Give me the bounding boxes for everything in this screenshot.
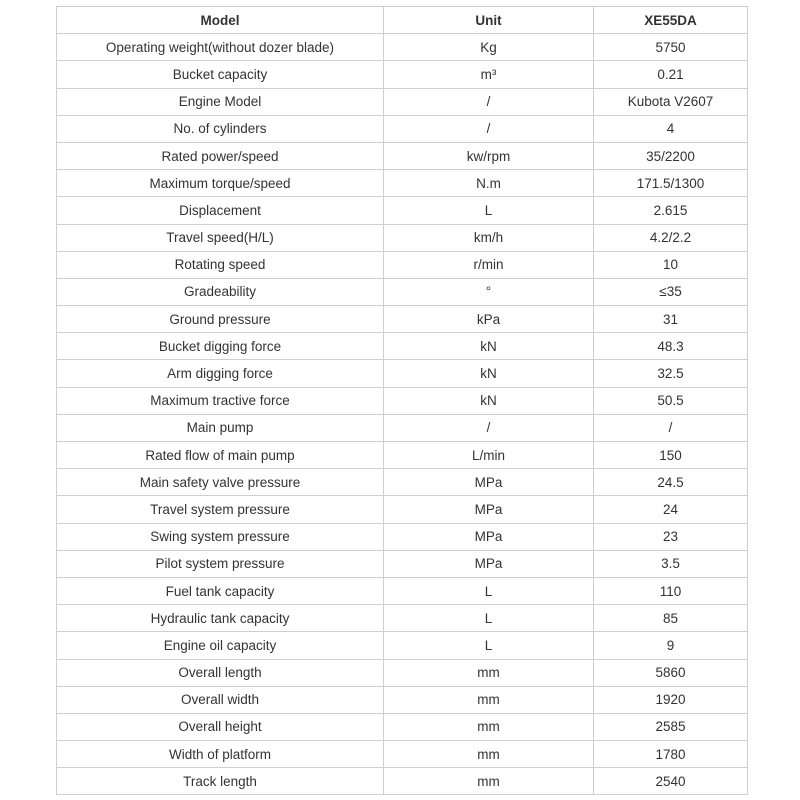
value-cell: 85: [594, 605, 748, 632]
parameter-cell: Ground pressure: [57, 306, 384, 333]
unit-cell: L: [384, 605, 594, 632]
unit-cell: kN: [384, 360, 594, 387]
value-cell: 2540: [594, 768, 748, 795]
header-row: [57, 7, 748, 34]
table-row: [57, 550, 748, 577]
parameter-cell: Hydraulic tank capacity: [57, 605, 384, 632]
header-unit: Unit: [384, 7, 594, 34]
value-cell: 9: [594, 632, 748, 659]
table-row: [57, 278, 748, 305]
value-cell: ≤35: [594, 278, 748, 305]
value-cell: 3.5: [594, 550, 748, 577]
parameter-cell: Main safety valve pressure: [57, 469, 384, 496]
table-row: [57, 605, 748, 632]
table-row: [57, 387, 748, 414]
unit-cell: L: [384, 632, 594, 659]
table-row: [57, 768, 748, 795]
value-cell: 110: [594, 577, 748, 604]
value-cell: 48.3: [594, 333, 748, 360]
unit-cell: kN: [384, 333, 594, 360]
parameter-cell: Travel system pressure: [57, 496, 384, 523]
table-row: [57, 632, 748, 659]
table-row: [57, 115, 748, 142]
parameter-cell: Bucket digging force: [57, 333, 384, 360]
table-row: [57, 414, 748, 441]
value-cell: 35/2200: [594, 142, 748, 169]
table-row: [57, 741, 748, 768]
unit-cell: mm: [384, 686, 594, 713]
specifications-table: [56, 6, 748, 795]
value-cell: 5860: [594, 659, 748, 686]
table-row: [57, 360, 748, 387]
parameter-cell: Displacement: [57, 197, 384, 224]
unit-cell: N.m: [384, 170, 594, 197]
table-row: [57, 659, 748, 686]
parameter-cell: Main pump: [57, 414, 384, 441]
table-row: [57, 442, 748, 469]
value-cell: 32.5: [594, 360, 748, 387]
table-row: [57, 142, 748, 169]
parameter-cell: Arm digging force: [57, 360, 384, 387]
value-cell: 23: [594, 523, 748, 550]
parameter-cell: Travel speed(H/L): [57, 224, 384, 251]
parameter-cell: Rated flow of main pump: [57, 442, 384, 469]
parameter-cell: Swing system pressure: [57, 523, 384, 550]
table-row: [57, 224, 748, 251]
table-row: [57, 61, 748, 88]
value-cell: 24: [594, 496, 748, 523]
parameter-cell: Overall width: [57, 686, 384, 713]
value-cell: 1920: [594, 686, 748, 713]
value-cell: 150: [594, 442, 748, 469]
value-cell: 5750: [594, 34, 748, 61]
unit-cell: MPa: [384, 550, 594, 577]
parameter-cell: Width of platform: [57, 741, 384, 768]
value-cell: 50.5: [594, 387, 748, 414]
unit-cell: kN: [384, 387, 594, 414]
parameter-cell: Bucket capacity: [57, 61, 384, 88]
parameter-cell: Maximum tractive force: [57, 387, 384, 414]
table-row: [57, 713, 748, 740]
unit-cell: L/min: [384, 442, 594, 469]
unit-cell: kPa: [384, 306, 594, 333]
table-row: [57, 523, 748, 550]
table-row: [57, 34, 748, 61]
parameter-cell: Pilot system pressure: [57, 550, 384, 577]
parameter-cell: Maximum torque/speed: [57, 170, 384, 197]
unit-cell: mm: [384, 768, 594, 795]
value-cell: 4: [594, 115, 748, 142]
unit-cell: MPa: [384, 469, 594, 496]
value-cell: 4.2/2.2: [594, 224, 748, 251]
table-row: [57, 577, 748, 604]
value-cell: 2.615: [594, 197, 748, 224]
unit-cell: L: [384, 197, 594, 224]
unit-cell: mm: [384, 659, 594, 686]
parameter-cell: Gradeability: [57, 278, 384, 305]
parameter-cell: Track length: [57, 768, 384, 795]
unit-cell: MPa: [384, 496, 594, 523]
header-model: Model: [57, 7, 384, 34]
table-row: [57, 197, 748, 224]
unit-cell: m³: [384, 61, 594, 88]
value-cell: 10: [594, 251, 748, 278]
parameter-cell: Overall height: [57, 713, 384, 740]
parameter-cell: Rated power/speed: [57, 142, 384, 169]
value-cell: 171.5/1300: [594, 170, 748, 197]
parameter-cell: Fuel tank capacity: [57, 577, 384, 604]
unit-cell: °: [384, 278, 594, 305]
unit-cell: km/h: [384, 224, 594, 251]
value-cell: 0.21: [594, 61, 748, 88]
parameter-cell: Overall length: [57, 659, 384, 686]
table-body: [57, 34, 748, 795]
unit-cell: L: [384, 577, 594, 604]
table-row: [57, 306, 748, 333]
unit-cell: Kg: [384, 34, 594, 61]
parameter-cell: Operating weight(without dozer blade): [57, 34, 384, 61]
parameter-cell: No. of cylinders: [57, 115, 384, 142]
unit-cell: /: [384, 115, 594, 142]
unit-cell: r/min: [384, 251, 594, 278]
parameter-cell: Rotating speed: [57, 251, 384, 278]
unit-cell: /: [384, 414, 594, 441]
unit-cell: mm: [384, 713, 594, 740]
value-cell: /: [594, 414, 748, 441]
value-cell: 2585: [594, 713, 748, 740]
value-cell: 1780: [594, 741, 748, 768]
table-row: [57, 496, 748, 523]
table-row: [57, 469, 748, 496]
parameter-cell: Engine oil capacity: [57, 632, 384, 659]
unit-cell: /: [384, 88, 594, 115]
header-model-name: XE55DA: [594, 7, 748, 34]
table-row: [57, 88, 748, 115]
table-row: [57, 170, 748, 197]
value-cell: 24.5: [594, 469, 748, 496]
table-row: [57, 333, 748, 360]
parameter-cell: Engine Model: [57, 88, 384, 115]
table-row: [57, 251, 748, 278]
unit-cell: MPa: [384, 523, 594, 550]
value-cell: Kubota V2607: [594, 88, 748, 115]
unit-cell: mm: [384, 741, 594, 768]
table-row: [57, 686, 748, 713]
table-header: [57, 7, 748, 34]
value-cell: 31: [594, 306, 748, 333]
unit-cell: kw/rpm: [384, 142, 594, 169]
